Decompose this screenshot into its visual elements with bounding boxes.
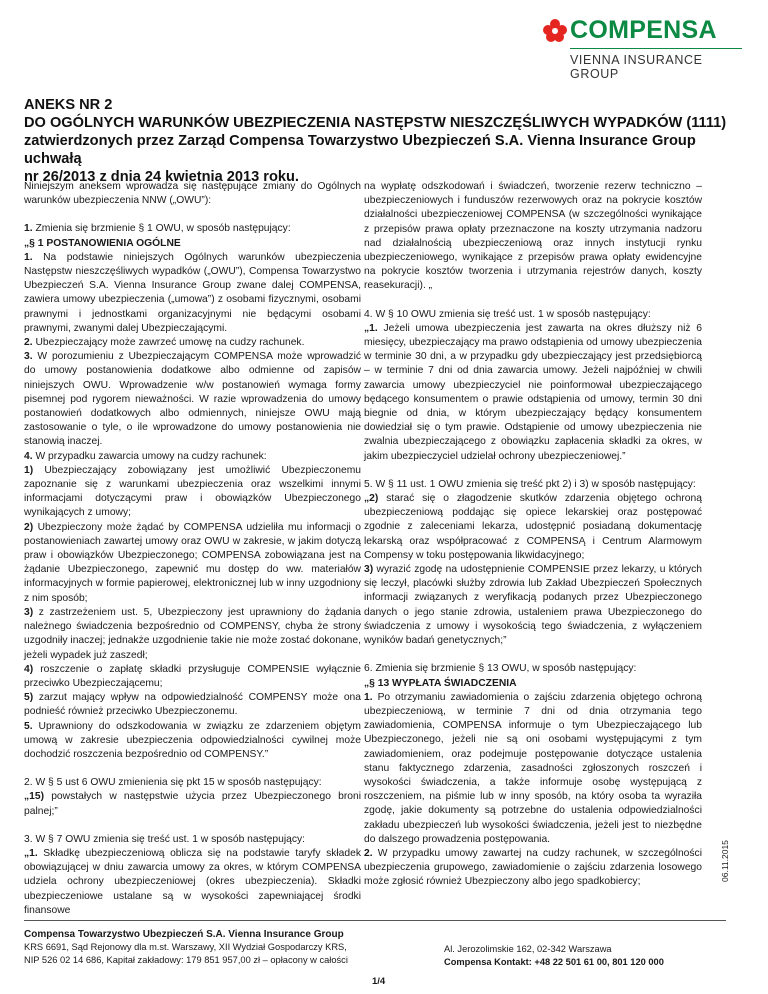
- section-1-title: „§ 1 POSTANOWIENIA OGÓLNE: [24, 237, 181, 249]
- logo-divider: [570, 48, 742, 49]
- section-13-clause-1: 1. Po otrzymaniu zawiadomienia o zajściu zdarzenia objętego ochroną ubezpieczeniową, w terminie 7 dni od dnia otrzymania tego zawiadomienia, COMPENSA informuje o tym Ubezpieczającego lub Ubezpieczonego, jeżeli nie są oni osobami występującymi z tym zawiadomieniem, oraz podejmuje postępowanie dotyczące ustalenia stanu faktycznego zdarzenia, zasadności zgłoszonych roszczeń i wysokości świadczenia, a także informuje osobę występującą z roszczeniem, na piśmie lub w inny sposób, na który osoba ta wyraziła zgodę, jakie dokumenty są potrzebne do ustalenia odpowiedzialności zakładu ubezpieczeń lub wysokości świadczenia, jeżeli jest to niezbędne do dalszego prowadzenia postępowania.: [364, 691, 702, 845]
- approval-line: zatwierdzonych przez Zarząd Compensa Towarzystwo Ubezpieczeń S.A. Vienna Insurance Group uchwałą: [24, 133, 696, 167]
- annex-title: ANEKS NR 2: [24, 97, 113, 113]
- company-name: Compensa Towarzystwo Ubezpieczeń S.A. Vienna Insurance Group: [24, 929, 344, 940]
- change-3-continued: na wypłatę odszkodowań i świadczeń, tworzenie rezerw techniczno – ubezpieczeniowych i funduszów rezerwowych oraz na pokrycie kosztów działalności ubezpieczeniowej COMPENSA (w szczególności wynikające z przepisów prawa opłaty przeznaczone na koszty utrzymania nadzoru nad działalnością ubezpieczeniową oraz innych instytucji rynku ubezpieczeniowego, wynikające z przepisów prawa opłaty ewidencyjne na pokrycie kosztów tworzenia i utrzymania rejestrów danych, koszty reasekuracji). „: [364, 181, 702, 292]
- document-header: [24, 96, 744, 186]
- clause-4-point-4: 4) roszczenie o zapłatę składki przysługuje COMPENSIE wyłącznie przeciwko Ubezpieczającemu;: [24, 663, 361, 689]
- brand-tagline: VIENNA INSURANCE GROUP: [570, 53, 703, 81]
- intro-paragraph: Niniejszym aneksem wprowadza się następujące zmiany do Ogólnych warunków ubezpieczenia NNW („OWU”):: [24, 181, 361, 207]
- change-5: 5. W § 11 ust. 1 OWU zmienia się treść pkt 2) i 3) w sposób następujący:: [364, 478, 696, 490]
- flower-icon: [542, 18, 568, 44]
- company-phone: Compensa Kontakt: +48 22 501 61 00, 801 120 000: [444, 957, 664, 967]
- section-13-title: „§ 13 WYPŁATA ŚWIADCZENIA: [364, 677, 517, 689]
- footer-divider: [24, 920, 726, 921]
- brand-name: COMPENSA: [570, 16, 717, 44]
- clause-2: 2. Ubezpieczający może zawrzeć umowę na cudzy rachunek.: [24, 337, 305, 349]
- clause-4-point-2: 2) Ubezpieczony może żądać by COMPENSA udzieliła mu informacji o postanowieniach zawartej umowy oraz OWU w zakresie, w jakim dotyczą praw i obowiązków Ubezpieczonego; COMPENSA zobowiązana jest na żądanie Ubezpieczonego, zapewnić mu dostęp do ww. materiałów informacyjnych w formie papierowej, elektronicznej lub w inny uzgodniony z nim sposób;: [24, 521, 361, 604]
- footer-company-info: [24, 928, 424, 967]
- approval-date-line: nr 26/2013 z dnia 24 kwietnia 2013 roku.: [24, 169, 299, 185]
- company-capital: NIP 526 02 14 686, Kapitał zakładowy: 179 851 957,00 zł – opłacony w całości: [24, 955, 348, 965]
- clause-4-point-5: 5) zarzut mający wpływ na odpowiedzialność COMPENSY może ona podnieść również przeciwko Ubezpieczonemu.: [24, 692, 361, 718]
- change-1: 1. Zmienia się brzmienie § 1 OWU, w sposób następujący:: [24, 223, 291, 235]
- change-3-text: „1. Składkę ubezpieczeniową oblicza się na podstawie taryfy składek obowiązującej w dniu zawarcia umowy za okres, w którym COMPENSA udziela ochrony ubezpieczeniowej (okres ubezpieczenia). Składki ubezpieczeniowe ustalane są w wysokości zapewniającej środki finansowe: [24, 847, 361, 916]
- page-number: 1/4: [372, 976, 386, 987]
- company-address: Al. Jerozolimskie 162, 02-342 Warszawa: [444, 944, 612, 954]
- change-6: 6. Zmienia się brzmienie § 13 OWU, w sposób następujący:: [364, 663, 637, 675]
- change-5-point-3: 3) wyrazić zgodę na udostępnienie COMPENSIE przez lekarzy, u których się leczył, placówki służby zdrowia lub Zakład Ubezpieczeń Społecznych informacji związanych z weryfikacją podanych przez Ubezpieczonego danych o jego stanie zdrowia, ustaleniem prawa Ubezpieczonego do świadczenia z umowy i wysokością tego świadczenia, z wyłączeniem wyników badań genetycznych;”: [364, 564, 702, 647]
- right-column: [364, 180, 702, 890]
- footer-contact: [444, 943, 744, 969]
- clause-5: 5. Uprawniony do odszkodowania w związku ze zdarzeniem objętym umową w zakresie ubezpieczenia odpowiedzialności cywilnej może dochodzić roszczenia bezpośrednio od COMPENSY.”: [24, 720, 361, 760]
- company-registration: KRS 6691, Sąd Rejonowy dla m.st. Warszawy, XII Wydział Gospodarczy KRS,: [24, 942, 347, 952]
- change-5-point-2: „2) starać się o złagodzenie skutków zdarzenia objętego ochroną ubezpieczeniową poddając się opiece lekarskiej oraz postępować zgodnie z zaleceniami lekarza, udostępnić posiadaną dokumentację lekarską oraz współpracować z COMPENSĄ i Centrum Alarmowym Compensy w toku postępowania likwidacyjnego;: [364, 493, 702, 561]
- change-4: 4. W § 10 OWU zmienia się treść ust. 1 w sposób następujący:: [364, 308, 651, 320]
- change-4-text: „1. Jeżeli umowa ubezpieczenia jest zawarta na okres dłuższy niż 6 miesięcy, ubezpieczający ma prawo odstąpienia od umowy ubezpieczenia w terminie 30 dni, a w przypadku gdy ubezpieczający jest przedsiębiorcą – w terminie 7 dni od dnia zawarcia umowy. Jeżeli najpóźniej w chwili zawarcia umowy ubezpieczyciel nie poinformował ubezpieczającego będącego konsumentem o prawie odstąpienia od umowy, termin 30 dni biegnie od dnia, w którym ubezpieczający będący konsumentem dowiedział się o tym prawie. Odstąpienie od umowy ubezpieczenia nie zwalnia ubezpieczającego z obowiązku zapłacenia składki za okres, w jakim ubezpieczyciel udzielał ochrony ubezpieczeniowej.”: [364, 322, 702, 462]
- compensa-logo: [542, 16, 742, 81]
- clause-3: 3. W porozumieniu z Ubezpieczającym COMPENSA może wprowadzić do umowy postanowienia dodatkowe albo odmienne od zapisów niniejszych OWU. Wprowadzenie w/w postanowień wymaga formy pisemnej pod rygorem nieważności. W razie wprowadzenia do umowy postanowień dodatkowych albo odmiennych, niniejsze OWU mają zastosowanie o tyle, o ile wprowadzone do umowy postanowienia nie stanowią inaczej.: [24, 351, 361, 448]
- print-date: 06.11.2015: [720, 840, 730, 882]
- clause-4-point-3: 3) z zastrzeżeniem ust. 5, Ubezpieczony jest uprawniony do żądania należnego świadczenia bezpośrednio od COMPENSY, chyba że strony uzgodniły inaczej; jednakże uzgodnienie takie nie może zostać dokonane, jeżeli wypadek już zaszedł;: [24, 606, 361, 661]
- clause-1: 1. Na podstawie niniejszych Ogólnych warunków ubezpieczenia Następstw nieszczęśliwych wypadków („OWU”), Compensa Towarzystwo Ubezpieczeń S.A. Vienna Insurance Group zwane dalej COMPENSA, zawiera umowy ubezpieczenia („umowa”) z osobami fizycznymi, osobami prawnymi i jednostkami organizacyjnymi nie będącymi osobami prawnymi, zwanymi dalej Ubezpieczającymi.: [24, 251, 361, 334]
- clause-4-point-1: 1) Ubezpieczający zobowiązany jest umożliwić Ubezpieczonemu zapoznanie się z warunkami ubezpieczenia oraz wszelkimi innymi informacjami dotyczącymi praw i obowiązków Ubezpieczonego wynikających z umowy;: [24, 464, 361, 519]
- change-3: 3. W § 7 OWU zmienia się treść ust. 1 w sposób następujący:: [24, 833, 305, 845]
- section-13-clause-2: 2. W przypadku umowy zawartej na cudzy rachunek, w szczególności ubezpieczenia grupowego, zawiadomienie o zajściu zdarzenia losowego może zgłosić również Ubezpieczony albo jego spadkobiercy;: [364, 847, 702, 888]
- annex-subject: DO OGÓLNYCH WARUNKÓW UBEZPIECZENIA NASTĘPSTW NIESZCZĘŚLIWYCH WYPADKÓW (1111): [24, 115, 727, 131]
- clause-4: 4. W przypadku zawarcia umowy na cudzy rachunek:: [24, 450, 267, 462]
- left-column: [24, 180, 361, 918]
- change-2: 2. W § 5 ust 6 OWU zmienienia się pkt 15 w sposób następujący:: [24, 777, 322, 789]
- change-2-text: „15) powstałych w następstwie użycia przez Ubezpieczonego broni palnej;”: [24, 791, 361, 817]
